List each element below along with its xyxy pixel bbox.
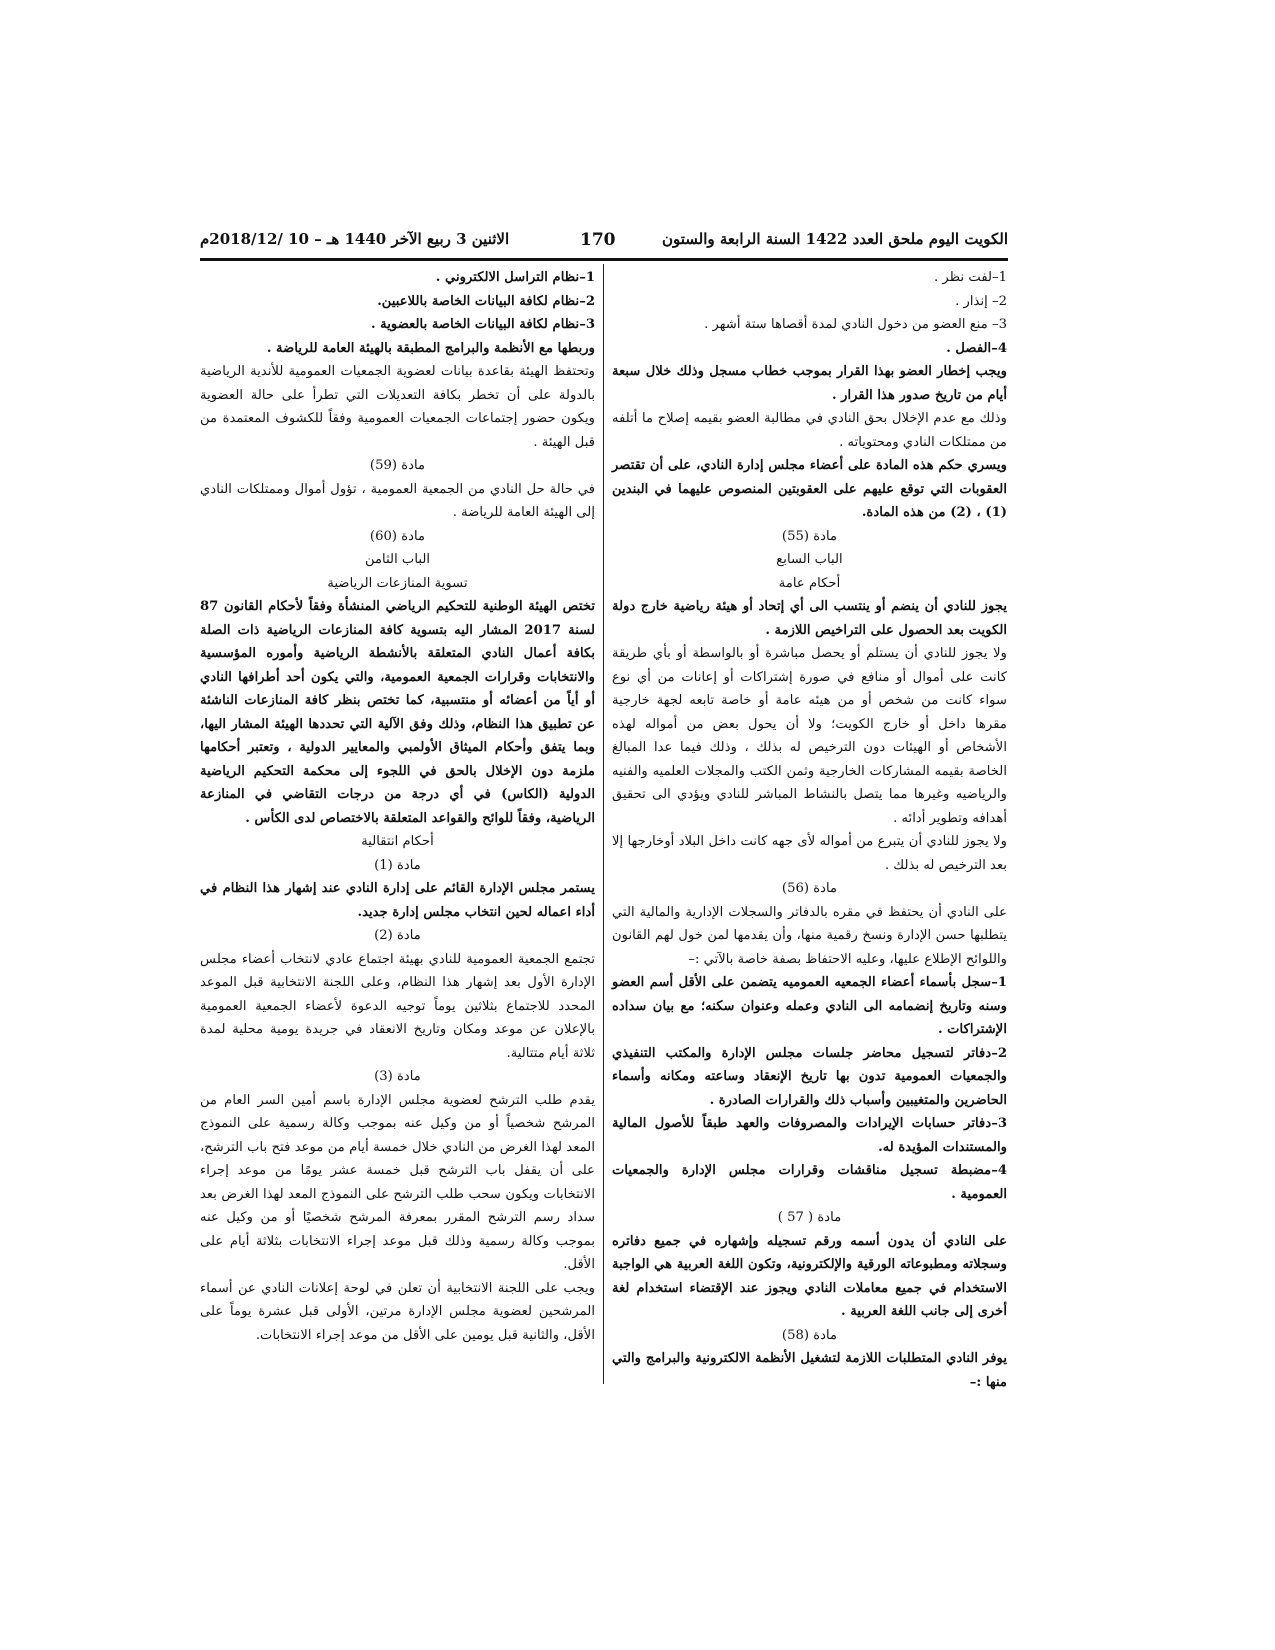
section-heading: أحكام انتقالية [361,834,434,849]
page-header [200,230,1008,256]
paragraph: ويجب على اللجنة الانتخابية أن تعلن في لوحة إعلانات النادي عن أسماء المرشحين لعضوية مجلس الإدارة مرتين، الأولى قبل عشرة يوماً على الأقل، والثانية قبل يومين على الأقل من موعد إجراء الانتخابات. [200,1280,595,1343]
paragraph: وذلك مع عدم الإخلال بحق النادي في مطالبة العضو بقيمه إصلاح ما أتلفه من ممتلكات النادي ومحتوياته . [612,411,1007,450]
list-item: 3–نظام لكافة البيانات الخاصة بالعضوية . [371,317,595,332]
penalty-item: 3– منع العضو من دخول النادي لمدة أقصاها ستة أشهر . [704,317,1007,332]
article-heading: مادة (56) [781,881,838,896]
paragraph: يجوز للنادي أن ينضم أو ينتسب الى أي إتحاد أو هيئة رياضية خارج دولة الكويت بعد الحصول على التراخيص اللازمة . [612,599,1007,638]
penalty-item: 2– إنذار . [955,293,1007,309]
right-column [612,266,1007,1394]
paragraph: تختص الهيئة الوطنية للتحكيم الرياضي المنشأة وفقاً لأحكام القانون 87 لسنة 2017 المشار اليه بتسوية كافة المنازعات الرياضية ذات الصلة بكافة أعمال النادي المتعلقة بالأنشطة الرياضية وأموره المؤسسية والانتخابات وقرارات الجمعية العمومية، والتي يكون أحد أطرافها النادي أو أياً من أعضائه أو منتسبية، كما تختص بنظر كافة المنازعات الناشئة عن تطبيق هذا النظام، وذلك وفق الآلية التي تحددها الهيئة المشار اليها، وبما يتفق وأحكام الميثاق الأولمبي والمعايير الدولية ، وتعتبر أحكامها ملزمة دون الإخلال بالحق في اللجوء إلى محكمة التحكيم الرياضية الدولية (الكاس) في أي درجة من درجات التقاضي في المنازعة الرياضية، وفقاً للوائح والقواعد المتعلقة بالاختصاص لدى الكأس . [200,599,595,826]
paragraph: في حالة حل النادي من الجمعية العمومية ، تؤول أموال وممتلكات النادي إلى الهيئة العامة للرياضة . [200,481,595,520]
article-heading: مادة (2) [374,928,421,943]
page-number: 170 [580,230,616,250]
penalty-item: 1–لفت نظر . [934,270,1007,285]
list-item: 2–دفاتر لتسجيل محاضر جلسات مجلس الإدارة والمكتب التنفيذي والجمعيات العمومية تدون بها تاريخ الإنعقاد وساعته ومكانه وأسماء الحاضرين والمتغيبين وأسباب ذلك والقرارات الصادرة . [612,1045,1007,1108]
paragraph: يقدم طلب الترشح لعضوية مجلس الإدارة باسم أمين السر العام من المرشح شخصياً أو من وكيل عنه بموجب وكالة رسمية على النموذج المعد لهذا الغرض من النادي خلال خمسة أيام من موعد فتح باب الترشح، على أن يقفل باب الترشح قبل خمسة عشر يومًا من موعد إجراء الانتخابات ويكون سحب طلب الترشح على النموذج المعد لهذا الغرض بعد سداد رسم الترشح المقرر بمعرفة المرشح شخصيًا أو من وكيل عنه بموجب وكالة رسمية وذلك قبل موعد إجراء الانتخابات بثلاثة أيام على الأقل. [200,1092,595,1272]
paragraph: ويسري حكم هذه المادة على أعضاء مجلس إدارة النادي، على أن تقتصر العقوبات التي توقع عليهم على العقوبتين المنصوص عليهما في البندين (1) ، (2) من هذه المادة. [612,458,1007,520]
penalty-item: 4–الفصل . [946,340,1007,356]
paragraph: يستمر مجلس الإدارة القائم على إدارة النادي عند إشهار هذا النظام في أداء اعماله لحين انتخاب مجلس إدارة جديد. [200,881,595,920]
paragraph: وتحتفظ الهيئة بقاعدة بيانات لعضوية الجمعيات العمومية للأندية الرياضية بالدولة على أن تخطر بكافة التعديلات التي تطرأ على حالة العضوية ويكون حضور إجتماعات الجمعيات العمومية وفقاً للكشوف المعتمدة من قبل الهيئة . [200,364,595,450]
article-heading: مادة (55) [781,528,838,544]
article-heading: مادة (3) [374,1069,421,1084]
list-item: 4–مضبطة تسجيل مناقشات وقرارات مجلس الإدارة والجمعيات العمومية . [612,1163,1007,1202]
list-item: 1–سجل بأسماء أعضاء الجمعيه العموميه يتضمن على الأقل أسم العضو وسنه وتاريخ إنضمامه الى النادي وعمله وعنوان سكنه؛ مع بيان سداده الإشتراكات . [612,975,1007,1037]
column-divider [603,264,604,1384]
chapter-heading: الباب السابع [776,552,843,567]
paragraph: وربطها مع الأنظمة والبرامج المطبقة بالهيئة العامة للرياضة . [266,340,595,356]
list-item: 2–نظام لكافة البيانات الخاصة باللاعبين. [377,293,595,309]
chapter-heading: الباب الثامن [364,552,431,567]
gazette-issue-title: الكويت اليوم ملحق العدد 1422 السنة الرابعة والستون [662,230,1008,248]
paragraph: على النادي أن يدون أسمه ورقم تسجيله وإشهاره في جميع دفاتره وسجلاته ومطبوعاته الورقية والإلكترونية، وتكون اللغة العربية هي الواجبة الاستخدام في جميع معاملات النادي ويجوز عند الإقتضاء استخدام لغة أخرى إلى جانب اللغة العربية . [612,1233,1007,1319]
left-column [200,266,595,1347]
article-heading: مادة (1) [374,857,421,873]
paragraph: ولا يجوز للنادي أن يستلم أو يحصل مباشرة أو بالواسطة أو بأي طريقة كانت على أموال أو منافع في صورة إشتراكات أو إعانات من أي نوع سواء كانت من شخص أو من هيئه عامة أو خاصة تابعه لجهة خارجية مقرها داخل أو خارج الكويت؛ ولا أن يحول بعض من أمواله لهذه الأشخاص أو الهيئات دون الترخيص له بذلك ، وذلك فيما عدا المبالغ الخاصة بقيمه المشاركات الخارجية وثمن الكتب والمجلات العلميه والفنيه والرياضيه وغيرها مما يتصل بالنشاط المباشر للنادي ويؤدي الى تحقيق أهدافه وتطوير أدائه . [612,646,1007,826]
section-heading: أحكام عامة [778,575,841,591]
paragraph: يوفر النادي المتطلبات اللازمة لتشغيل الأنظمة الالكترونية والبرامج والتي منها :– [612,1351,1007,1390]
section-heading: تسوية المنازعات الرياضية [327,575,468,591]
issue-date: الاثنين 3 ربيع الآخر 1440 هـ – 10 /2018/12م [200,230,510,248]
paragraph: ويجب إخطار العضو بهذا القرار بموجب خطاب مسجل وذلك خلال سبعة أيام من تاريخ صدور هذا القرار . [612,364,1007,403]
article-heading: مادة (59) [369,458,426,473]
article-heading: مادة (58) [781,1327,838,1343]
list-item: 3–دفاتر حسابات الإيرادات والمصروفات والعهد طبقاً للأصول المالية والمستندات المؤيدة له. [612,1116,1007,1155]
paragraph: تجتمع الجمعية العمومية للنادي بهيئة اجتماع عادي لانتخاب أعضاء مجلس الإدارة الأول بعد إشهار هذا النظام، وعلى اللجنة الانتخابية قبل الموعد المحدد للاجتماع بثلاثين يوماً توجيه الدعوة لأعضاء الجمعية العمومية بالإعلان عن موعد ومكان وتاريخ الانعقاد في جريدة يومية محلية لمدة ثلاثة أيام متتالية. [200,951,595,1061]
article-heading: مادة ( 57 ) [777,1210,842,1225]
paragraph: ولا يجوز للنادي أن يتبرع من أمواله لأى جهه كانت داخل البلاد أوخارجها إلا بعد الترخيص له بذلك . [612,834,1007,873]
article-heading: مادة (60) [369,528,426,544]
list-item: 1–نظام التراسل الالكتروني . [435,270,595,285]
paragraph: على النادي أن يحتفظ في مقره بالدفاتر والسجلات الإدارية والمالية التي يتطلبها حسن الإدارة ونسخ رقمية منها، وأن يقدمها لمن خول لهم القانون واللوائح الإطلاع عليها، وعليه الاحتفاظ بصفة خاصة بالآتي :– [612,904,1007,967]
header-rule [200,258,1008,261]
